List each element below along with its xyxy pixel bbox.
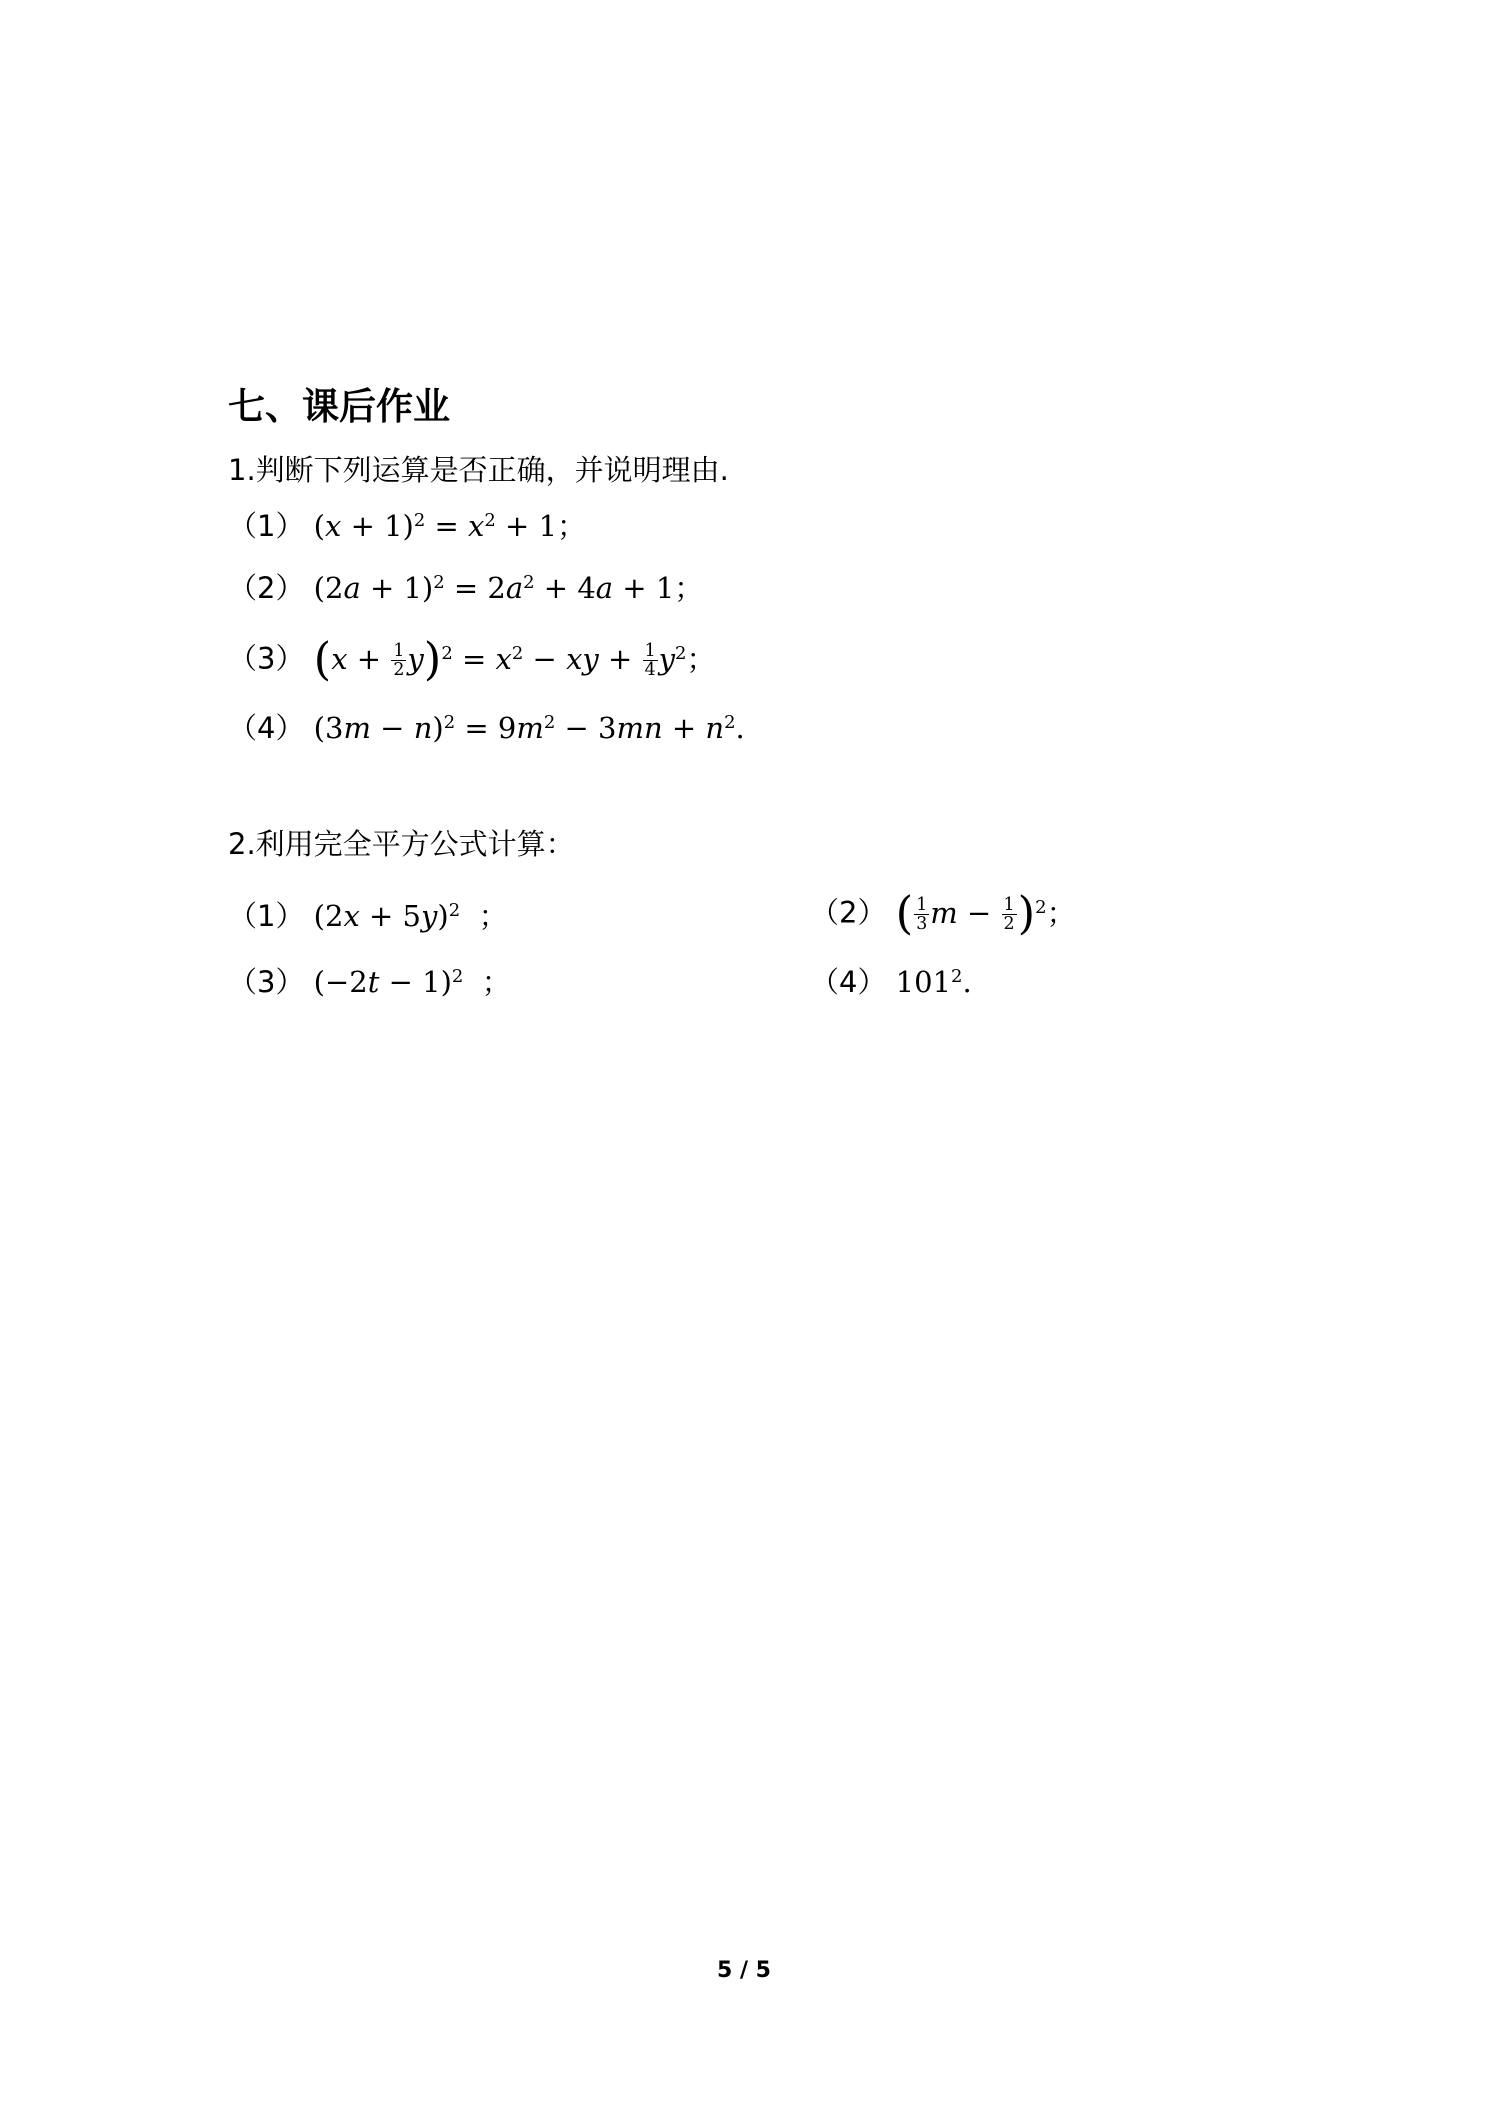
item-label: （4）: [228, 711, 305, 745]
item-label: （2）: [810, 895, 887, 930]
question-2-item-3: [228, 960, 511, 1001]
question-2-item-1: [228, 894, 508, 935]
item-label: （3）: [228, 641, 305, 676]
math-expression: $(-2t - 1)^2$ ；: [313, 965, 511, 999]
item-label: （4）: [810, 965, 887, 999]
math-expression: (x + $\frac{1}{2}$ $y)^2 = x^2$ − xy + $\frac{1}{4}$ $y^2$；: [313, 632, 716, 685]
question-1-item-4: [228, 706, 745, 747]
math-expression: $(2a + 1)^2 = 2a^2 + 4a + 1$；: [313, 571, 704, 605]
question-2-item-4: [810, 960, 972, 1001]
question-1-item-2: [228, 566, 703, 607]
item-label: （1）: [228, 509, 305, 543]
question-1-stem: 1.判断下列运算是否正确，并说明理由.: [228, 453, 729, 487]
question-1-item-3: [228, 632, 716, 685]
section-title: 七、课后作业: [228, 385, 450, 428]
math-expression: ( $\frac{1}{3}$ m − $\frac{1}{2}$ )$^2$；: [895, 886, 1076, 939]
item-label: （3）: [228, 965, 305, 999]
math-expression: $(x + 1)^2 = x^2 + 1$；: [313, 509, 587, 543]
question-2-stem: 2.利用完全平方公式计算：: [228, 827, 575, 861]
math-expression: $(3m - n)^2 = 9m^2 - 3mn + n^2$.: [313, 711, 745, 745]
item-label: （2）: [228, 571, 305, 605]
item-label: （1）: [228, 899, 305, 933]
question-1-item-1: [228, 504, 586, 545]
page-number: 5 / 5: [717, 1958, 771, 1983]
math-expression: $(2x + 5y)^2$ ；: [313, 899, 508, 933]
math-expression: $101^2$.: [895, 965, 972, 999]
question-2-item-2: [810, 886, 1076, 939]
